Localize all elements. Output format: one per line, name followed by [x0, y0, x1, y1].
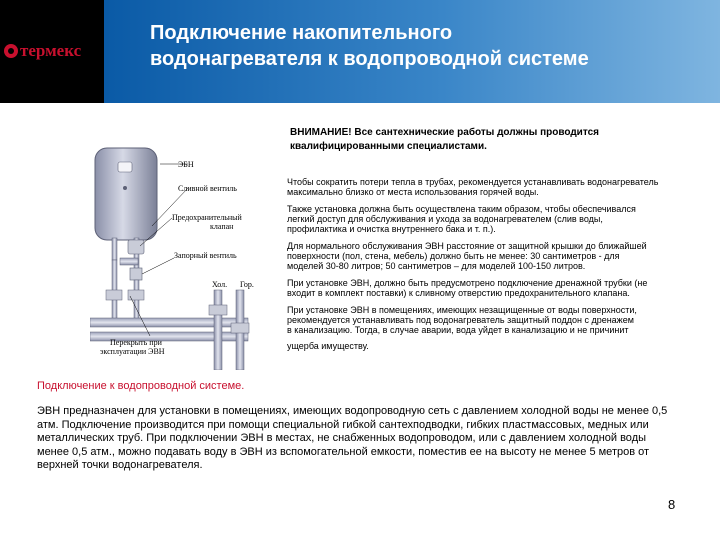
installation-notes: [287, 177, 707, 358]
attention-line-2: квалифицированными специалистами.: [290, 141, 487, 152]
label-safety-valve-1: Предохранительный: [172, 213, 242, 222]
label-cold: Хол.: [212, 280, 228, 289]
note-item: При установке ЭВН, должно быть предусмотрено подключение дренажной трубки (не входит в комплект поставки) к сливному отверстию предохранительного клапана.: [287, 278, 648, 298]
shutoff-valve: [130, 268, 142, 280]
thermex-logo: [2, 38, 102, 64]
safety-valve: [128, 240, 144, 254]
logo-text: термекс: [20, 41, 82, 60]
cold-riser: [214, 290, 222, 370]
label-shutoff-during-use-2: эксплуатации ЭВН: [100, 347, 165, 356]
label-ebn: ЭБН: [178, 160, 194, 169]
label-drain-valve: Сливной вентиль: [178, 184, 237, 193]
attention-line-1: ВНИМАНИЕ! Все сантехнические работы должны проводится: [290, 127, 599, 138]
hot-water-main: [90, 318, 248, 327]
label-safety-valve-2: клапан: [210, 222, 234, 231]
label-shutoff-valve: Запорный вентиль: [174, 251, 237, 260]
title-line-1: Подключение накопительного: [150, 22, 453, 44]
note-item: Также установка должна быть осуществлена таким образом, чтобы обеспечивался легкий доступ для обслуживания и ухода за водонагревателем (слив воды, профилактика и очистка внутреннего бака и т. п.).: [287, 204, 636, 234]
title-line-2: водонагревателя к водопроводной системе: [150, 48, 589, 70]
tank-indicator: [123, 186, 127, 190]
section-paragraph: ЭВН предназначен для установки в помещениях, имеющих водопроводную сеть с давлением холодной воды не менее 0,5 атм. Подключение производится при помощи специальной гибкой сантехподводки, гибких пластмассовых, медных или металлических труб. При подключении ЭВН в местах, не снабженных водопроводом, или с давлением холодной воды менее 0,5 атм., можно подавать воду в ЭВН из вспомогательной емкости, поместив ее на высоту не менее 5 метров от верхней точки водонагревателя.: [37, 405, 668, 471]
logo-panel: [0, 0, 104, 103]
label-hot: Гор.: [240, 280, 254, 289]
attention-warning: [290, 126, 670, 154]
page-number: 8: [668, 497, 676, 512]
note-item: Для нормального обслуживания ЭВН расстояние от защитной крышки до ближайшей поверхности (пол, стена, мебель) должно быть не менее: 30 сантиметров - для моделей 30-80 литров; 50 сантиметров – для моделей 100-150 литров.: [287, 241, 647, 271]
page-title: [150, 20, 589, 72]
brand-mark-icon: [4, 44, 18, 58]
header-banner: [104, 0, 720, 103]
label-shutoff-during-use-1: Перекрыть при: [110, 338, 162, 347]
section-subtitle: Подключение к водопроводной системе.: [37, 380, 245, 392]
tank-control-panel: [118, 162, 132, 172]
note-item: При установке ЭВН в помещениях, имеющих незащищенные от воды поверхности, рекомендуется устанавливать под водонагреватель защитный поддон с дренажем в канализацию. Тогда, в случае аварии, вода уйдет в канализацию и не причинит ущерба имуществу.: [287, 305, 637, 351]
note-item: Чтобы сократить потери тепла в трубах, рекомендуется устанавливать водонагреватель максимально близко от места использования горячей воды.: [287, 177, 659, 197]
connection-diagram: [90, 140, 280, 370]
